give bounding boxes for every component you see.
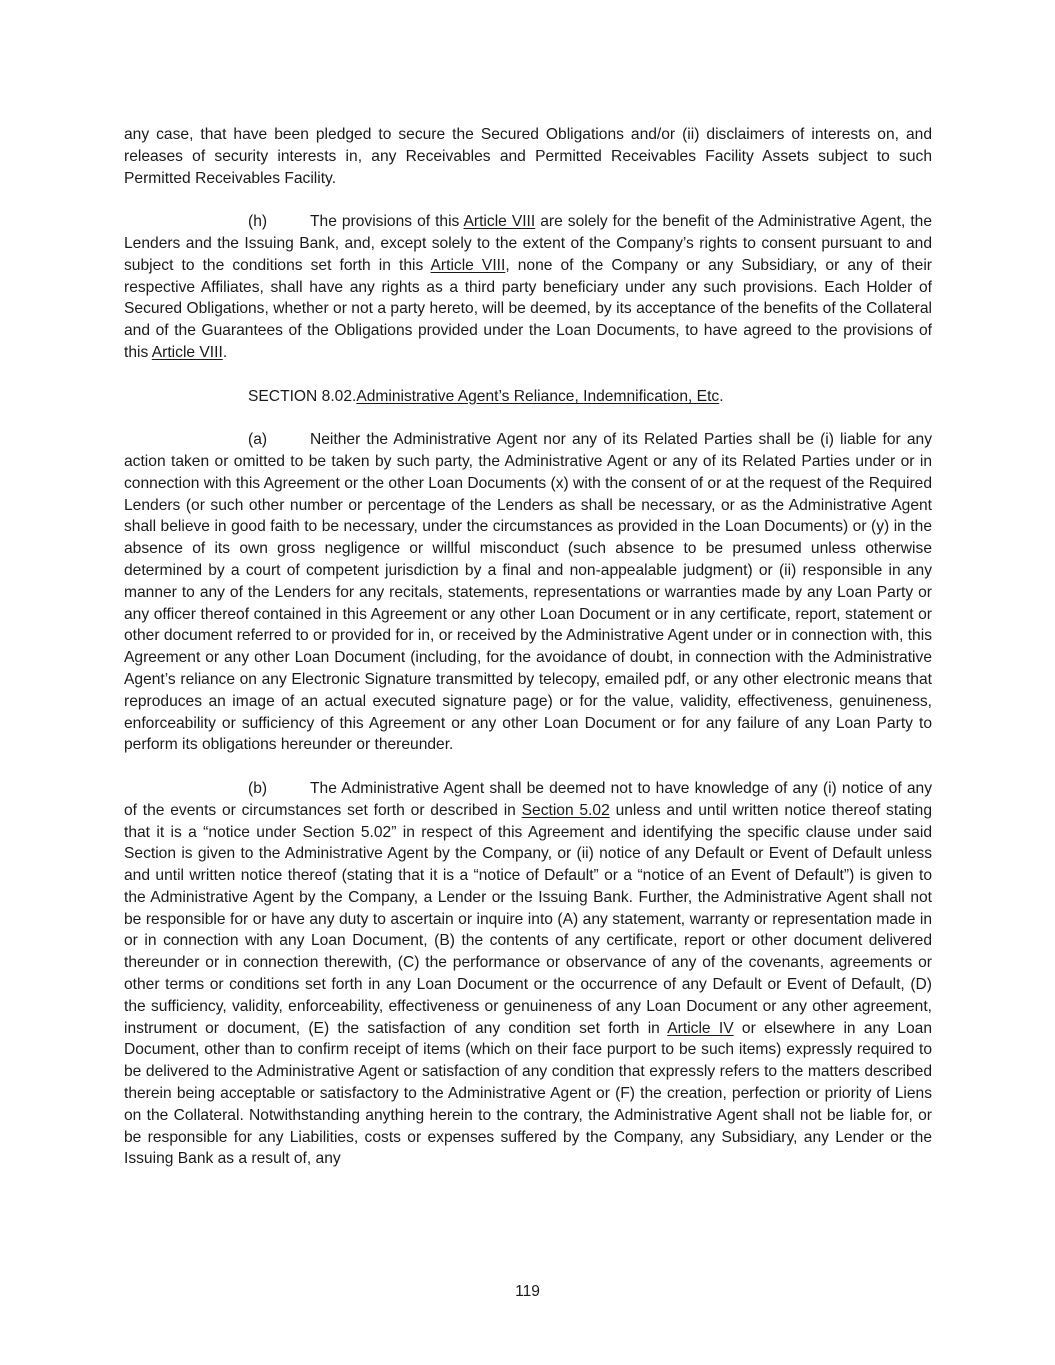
carryover-text: any case, that have been pledged to secure the Secured Obligations and/or (ii) disclaimers of interests on, and releases of security interests in, any Receivables and Permitted Receivables Facility Assets subject to such Permitted Receivables Facility. — [124, 126, 932, 187]
paragraph-h-text-3: , none of the Company or any Subsidiary, or any of their respective Affiliates, shall have any rights as a third party beneficiary under any such provisions. Each Holder of Secured Obligations, whether or not a party hereto, will be deemed, by its acceptance of the benefits of the Collateral and of the Guarantees of the Obligations provided under the Loan Documents, to have agreed to the provisions of this — [124, 256, 933, 361]
document-body — [124, 124, 932, 1192]
paragraph-h — [124, 211, 932, 364]
section-502-link: Section 5.02 — [521, 801, 610, 819]
paragraph-a-text: Neither the Administrative Agent nor any of its Related Parties shall be (i) liable for any action taken or omitted to be taken by such party, the Administrative Agent or any of its Related Parties under or in connection with this Agreement or the other Loan Documents (x) with the consent of or at the request of the Required Lenders (or such other number or percentage of the Lenders as shall be necessary, or as the Administrative Agent shall believe in good faith to be necessary, under the circumstances as provided in the Loan Documents) or (y) in the absence of its own gross negligence or willful misconduct (such absence to be presumed unless otherwise determined by a court of competent jurisdiction by a final and non-appealable judgment) or (ii) responsible in any manner to any of the Lenders for any recitals, statements, representations or warranties made by any Loan Party or any officer thereof contained in this Agreement or any other Loan Document or in any certificate, report, statement or other document referred to or provided for in, or received by the Administrative Agent under or in connection with, this Agreement or any other Loan Document (including, for the avoidance of doubt, in connection with the Administrative Agent’s reliance on any Electronic Signature transmitted by telecopy, emailed pdf, or any other electronic means that reproduces an image of an actual executed signature page) or for the value, validity, effectiveness, genuineness, enforceability or sufficiency of this Agreement or any other Loan Document or for any failure of any Loan Party to perform its obligations hereunder or thereunder. — [124, 431, 932, 754]
carryover-paragraph — [124, 124, 932, 189]
section-title-end: . — [719, 387, 724, 405]
page-number: 119 — [515, 1283, 540, 1300]
section-title: Administrative Agent’s Reliance, Indemnification, Etc — [356, 387, 720, 405]
paragraph-b-text-3: or elsewhere in any Loan Document, other than to confirm receipt of items (which on their face purport to be such items) expressly required to be delivered to the Administrative Agent or satisfaction of any condition that expressly refers to the matters described therein being acceptable or satisfactory to the Administrative Agent or (F) the creation, perfection or priority of Liens on the Collateral. Notwithstanding anything herein to the contrary, the Administrative Agent shall not be liable for, or be responsible for any Liabilities, costs or expenses suffered by the Company, any Subsidiary, any Lender or the Issuing Bank as a result of, any — [124, 1019, 933, 1168]
paragraph-h-text-1: The provisions of this — [310, 213, 464, 231]
paragraph-a — [124, 429, 932, 756]
paragraph-a-label: (a) — [248, 431, 268, 449]
section-heading — [124, 386, 932, 408]
section-number: SECTION 8.02. — [248, 387, 357, 405]
article-viii-link-3: Article VIII — [151, 343, 223, 361]
paragraph-b — [124, 778, 932, 1170]
article-iv-link: Article IV — [667, 1019, 734, 1037]
paragraph-h-text-4: . — [222, 343, 228, 361]
article-viii-link-1: Article VIII — [463, 213, 536, 231]
paragraph-h-text-2: are solely for the benefit of the Administrative Agent, the Lenders and the Issuing Bank, and, except solely to the extent of the Company’s rights to consent pursuant to and subject to the conditions set forth in this — [124, 213, 932, 274]
paragraph-b-label: (b) — [248, 779, 268, 797]
paragraph-h-label: (h) — [248, 213, 268, 231]
paragraph-b-text-2: unless and until written notice thereof stating that it is a “notice under Section 5.02” in respect of this Agreement and identifying the specific clause under said Section is given to the Administrative Agent by the Company, or (ii) notice of any Default or Event of Default unless and until written notice thereof (stating that it is a “notice of Default” or a “notice of an Event of Default”) is given to the Administrative Agent by the Company, a Lender or the Issuing Bank. Further, the Administrative Agent shall not be responsible for or have any duty to ascertain or inquire into (A) any statement, warranty or representation made in or in connection with any Loan Document, (B) the contents of any certificate, report or other document delivered thereunder or in connection therewith, (C) the performance or observance of any of the covenants, agreements or other terms or conditions set forth in any Loan Document or the occurrence of any Default or Event of Default, (D) the sufficiency, validity, enforceability, effectiveness or genuineness of any Loan Document or any other agreement, instrument or document, (E) the satisfaction of any condition set forth in — [124, 801, 933, 1037]
article-viii-link-2: Article VIII — [430, 256, 506, 274]
paragraph-b-text-1: The Administrative Agent shall be deemed not to have knowledge of any (i) notice of any of the events or circumstances set forth or described in — [124, 779, 932, 819]
